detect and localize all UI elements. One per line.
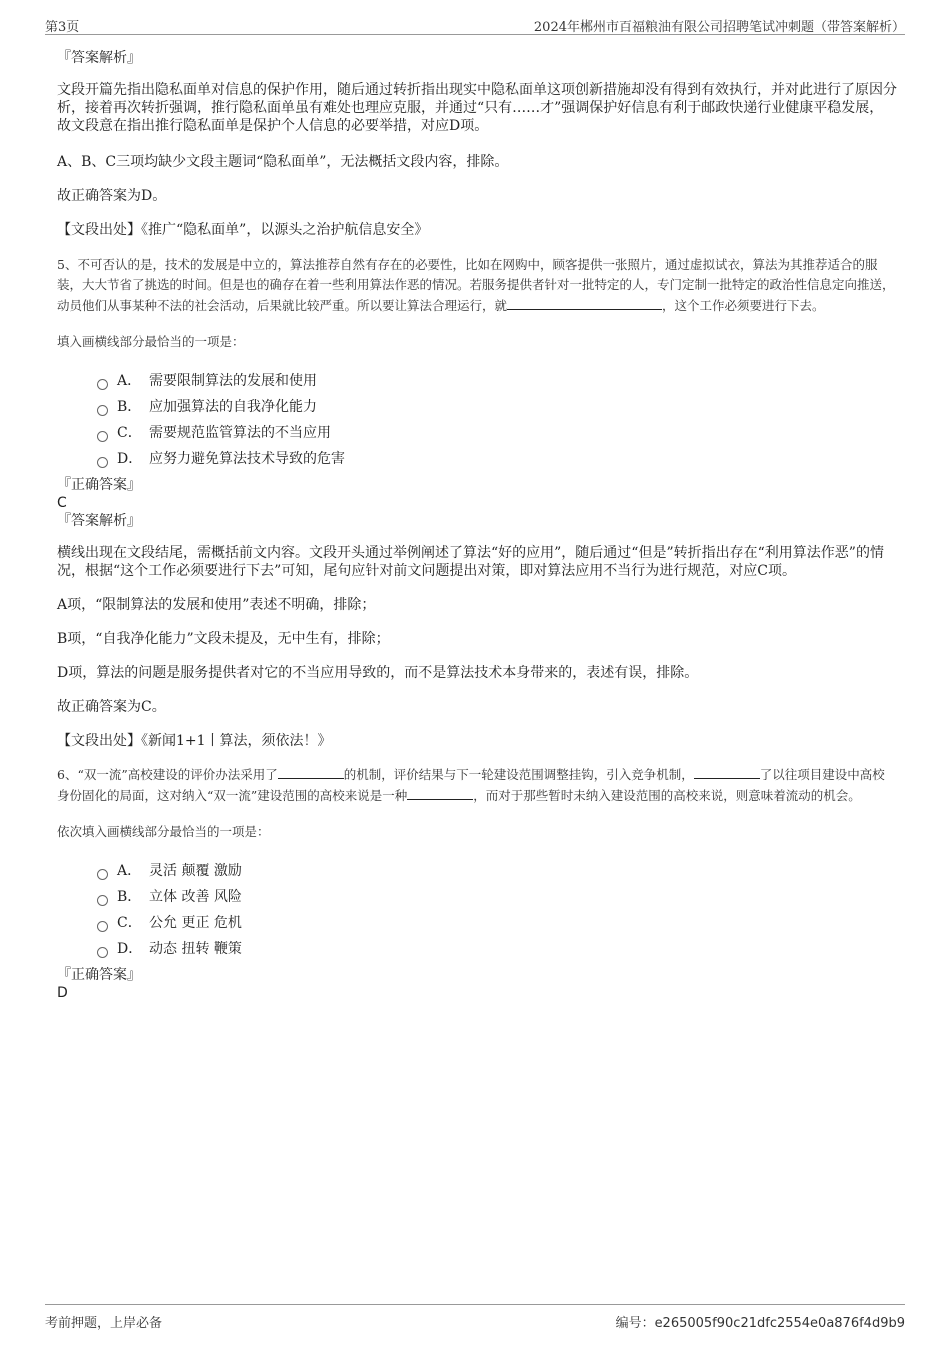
radio-icon[interactable]: [97, 947, 108, 958]
question-5-blank: [507, 295, 662, 310]
question-6-option-c[interactable]: C． 公允 更正 危机: [97, 910, 897, 936]
radio-icon[interactable]: [97, 457, 108, 468]
analysis-label: 『答案解析』: [57, 513, 141, 529]
radio-icon[interactable]: [97, 379, 108, 390]
answer-label: 『正确答案』: [57, 967, 141, 983]
document-id: 编号：e265005f90c21dfc2554e0a876f4d9b9: [615, 1316, 905, 1331]
question-6-stem: 6、“双一流”高校建设的评价办法采用了 的机制，评价结果与下一轮建设范围调整挂钩，引入竞争机制， 了以往项目建设中高校身份固化的局面，这对纳入“双一流”建设范围的高校来说是一种 ，而对于那些暂时未纳入建设范围的高校来说，则意味着流动的机会。: [57, 764, 897, 806]
radio-icon[interactable]: [97, 869, 108, 880]
question-6-blank-1: [278, 764, 344, 779]
option-d-analysis: D项，算法的问题是服务提供者对它的不当应用导致的，而不是算法技术本身带来的，表述有误，排除。: [57, 665, 699, 681]
question-6-option-b[interactable]: B． 立体 改善 风险: [97, 884, 897, 910]
answer-value: D: [57, 985, 68, 1001]
page-header: [45, 14, 905, 35]
question-6-prompt: 依次填入画横线部分最恰当的一项是：: [57, 824, 270, 839]
conclusion-text: 故正确答案为C。: [57, 699, 166, 715]
exclude-text: A、B、C三项均缺少文段主题词“隐私面单”，无法概括文段内容，排除。: [57, 154, 509, 170]
question-5-option-c[interactable]: C． 需要规范监管算法的不当应用: [97, 420, 897, 446]
source-text: 【文段出处】《推广“隐私面单”，以源头之治护航信息安全》: [57, 222, 429, 238]
question-5-option-b[interactable]: B． 应加强算法的自我净化能力: [97, 394, 897, 420]
page-number: 第3页: [45, 20, 80, 35]
document-body: [57, 45, 897, 1002]
analysis-label: 『答案解析』: [57, 50, 141, 66]
radio-icon[interactable]: [97, 405, 108, 416]
question-5-option-a[interactable]: A． 需要限制算法的发展和使用: [97, 368, 897, 394]
question-5-text-after: ，这个工作必须要进行下去。: [662, 298, 825, 313]
answer-value: C: [57, 495, 67, 511]
question-5-text-before: 5、不可否认的是，技术的发展是中立的，算法推荐自然有存在的必要性，比如在网购中，顾客提供一张照片，通过虚拟试衣，算法为其推荐适合的服装，大大节省了挑选的时间。但是也的确存在着一些利用算法作恶的情况。若服务提供者针对一批特定的人，专门定制一批特定的政治性信息定向推送，动员他们从事某种不法的社会活动，后果就比较严重。所以要让算法合理运行，就: [57, 257, 895, 313]
question-5-option-d[interactable]: D． 应努力避免算法技术导致的危害: [97, 446, 897, 472]
option-a-analysis: A项，“限制算法的发展和使用”表述不明确，排除；: [57, 597, 376, 613]
conclusion-text: 故正确答案为D。: [57, 188, 167, 204]
question-5-options: [97, 368, 897, 472]
radio-icon[interactable]: [97, 431, 108, 442]
question-6-blank-2: [694, 764, 760, 779]
question-6-blank-3: [407, 785, 473, 800]
analysis-text: 文段开篇先指出隐私面单对信息的保护作用，随后通过转折指出现实中隐私面单这项创新措施却没有得到有效执行，并对此进行了原因分析，接着再次转折强调，推行隐私面单虽有难处也理应克服，并通过“只有……才”强调保护好信息有利于邮政快递行业健康平稳发展，故文段意在指出推行隐私面单是保护个人信息的必要举措，对应D项。: [57, 82, 897, 134]
page-footer: [45, 1304, 905, 1331]
footer-slogan: 考前押题，上岸必备: [45, 1316, 163, 1331]
option-b-analysis: B项，“自我净化能力”文段未提及，无中生有，排除；: [57, 631, 390, 647]
document-title: 2024年郴州市百福粮油有限公司招聘笔试冲刺题（带答案解析）: [533, 20, 905, 35]
source-text: 【文段出处】《新闻1+1丨算法，须依法！》: [57, 733, 332, 749]
question-6-options: [97, 858, 897, 962]
question-6-option-a[interactable]: A． 灵活 颠覆 激励: [97, 858, 897, 884]
analysis-text: 横线出现在文段结尾，需概括前文内容。文段开头通过举例阐述了算法“好的应用”，随后通过“但是”转折指出存在“利用算法作恶”的情况，根据“这个工作必须要进行下去”可知，尾句应针对前文问题提出对策，即对算法应用不当行为进行规范，对应C项。: [57, 545, 884, 579]
question-5-prompt: 填入画横线部分最恰当的一项是：: [57, 334, 245, 349]
question-6-option-d[interactable]: D． 动态 扭转 鞭策: [97, 936, 897, 962]
question-5-stem: [57, 255, 897, 316]
answer-label: 『正确答案』: [57, 477, 141, 493]
radio-icon[interactable]: [97, 895, 108, 906]
radio-icon[interactable]: [97, 921, 108, 932]
